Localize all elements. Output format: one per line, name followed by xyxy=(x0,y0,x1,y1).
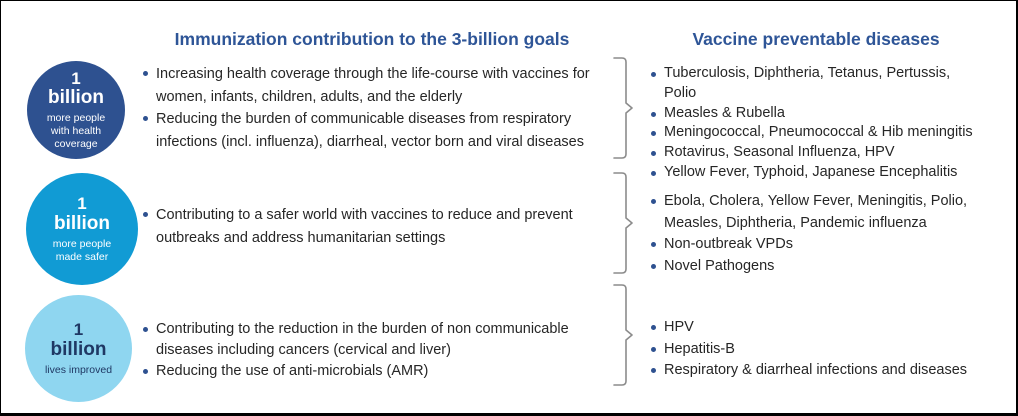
list-item: Rotavirus, Seasonal Influenza, HPV xyxy=(649,143,985,163)
goals-list-row-1 xyxy=(141,63,613,153)
circle-caption: lives improved xyxy=(44,363,113,376)
circle-caption: more people with health coverage xyxy=(46,112,106,151)
goals-list-row-2 xyxy=(141,204,613,249)
right-brace-icon xyxy=(607,284,633,386)
circle-unit: billion xyxy=(48,87,104,109)
right-brace-icon xyxy=(607,57,633,159)
diseases-column-heading: Vaccine preventable diseases xyxy=(692,29,940,49)
list-item: Hepatitis-B xyxy=(649,339,985,361)
list-item: Reducing the burden of communicable diseases from respiratory infections (incl. influenza), diarrheal, vector born and viral diseases xyxy=(141,108,613,153)
list-item: Novel Pathogens xyxy=(649,256,985,278)
diseases-list-row-3 xyxy=(649,317,985,382)
diseases-list-row-2 xyxy=(649,191,985,277)
list-item: Meningococcal, Pneumococcal & Hib meningitis xyxy=(649,123,985,143)
list-item: Respiratory & diarrheal infections and diseases xyxy=(649,360,985,382)
circle-caption: more people made safer xyxy=(52,237,112,263)
list-item: Reducing the use of anti-microbials (AMR) xyxy=(141,361,613,382)
goals-column-heading: Immunization contribution to the 3-billion goals xyxy=(174,29,570,49)
brace-row-2 xyxy=(607,172,633,274)
list-item: HPV xyxy=(649,317,985,339)
list-item: Increasing health coverage through the life-course with vaccines for women, infants, children, adults, and the elderly xyxy=(141,63,613,108)
circle-unit: billion xyxy=(54,212,110,234)
goal-circle-lives-improved xyxy=(25,295,132,402)
list-item: Non-outbreak VPDs xyxy=(649,234,985,256)
goals-list-row-3 xyxy=(141,319,613,382)
goal-circle-health-coverage xyxy=(27,61,125,159)
list-item: Contributing to a safer world with vaccines to reduce and prevent outbreaks and address humanitarian settings xyxy=(141,204,613,249)
brace-row-3 xyxy=(607,284,633,386)
list-item: Contributing to the reduction in the burden of non communicable diseases including cancers (cervical and liver) xyxy=(141,319,613,361)
circle-number: 1 xyxy=(77,194,87,214)
list-item: Ebola, Cholera, Yellow Fever, Meningitis, Polio, Measles, Diphtheria, Pandemic influenza xyxy=(649,191,985,234)
right-brace-icon xyxy=(607,172,633,274)
circle-unit: billion xyxy=(50,338,107,360)
list-item: Tuberculosis, Diphtheria, Tetanus, Pertussis, Polio xyxy=(649,64,985,104)
list-item: Measles & Rubella xyxy=(649,104,985,124)
goal-circle-made-safer xyxy=(26,173,138,285)
circle-number: 1 xyxy=(73,320,84,340)
circle-number: 1 xyxy=(71,68,81,88)
list-item: Yellow Fever, Typhoid, Japanese Encephalitis xyxy=(649,163,985,183)
brace-row-1 xyxy=(607,57,633,159)
diseases-list-row-1 xyxy=(649,64,985,183)
